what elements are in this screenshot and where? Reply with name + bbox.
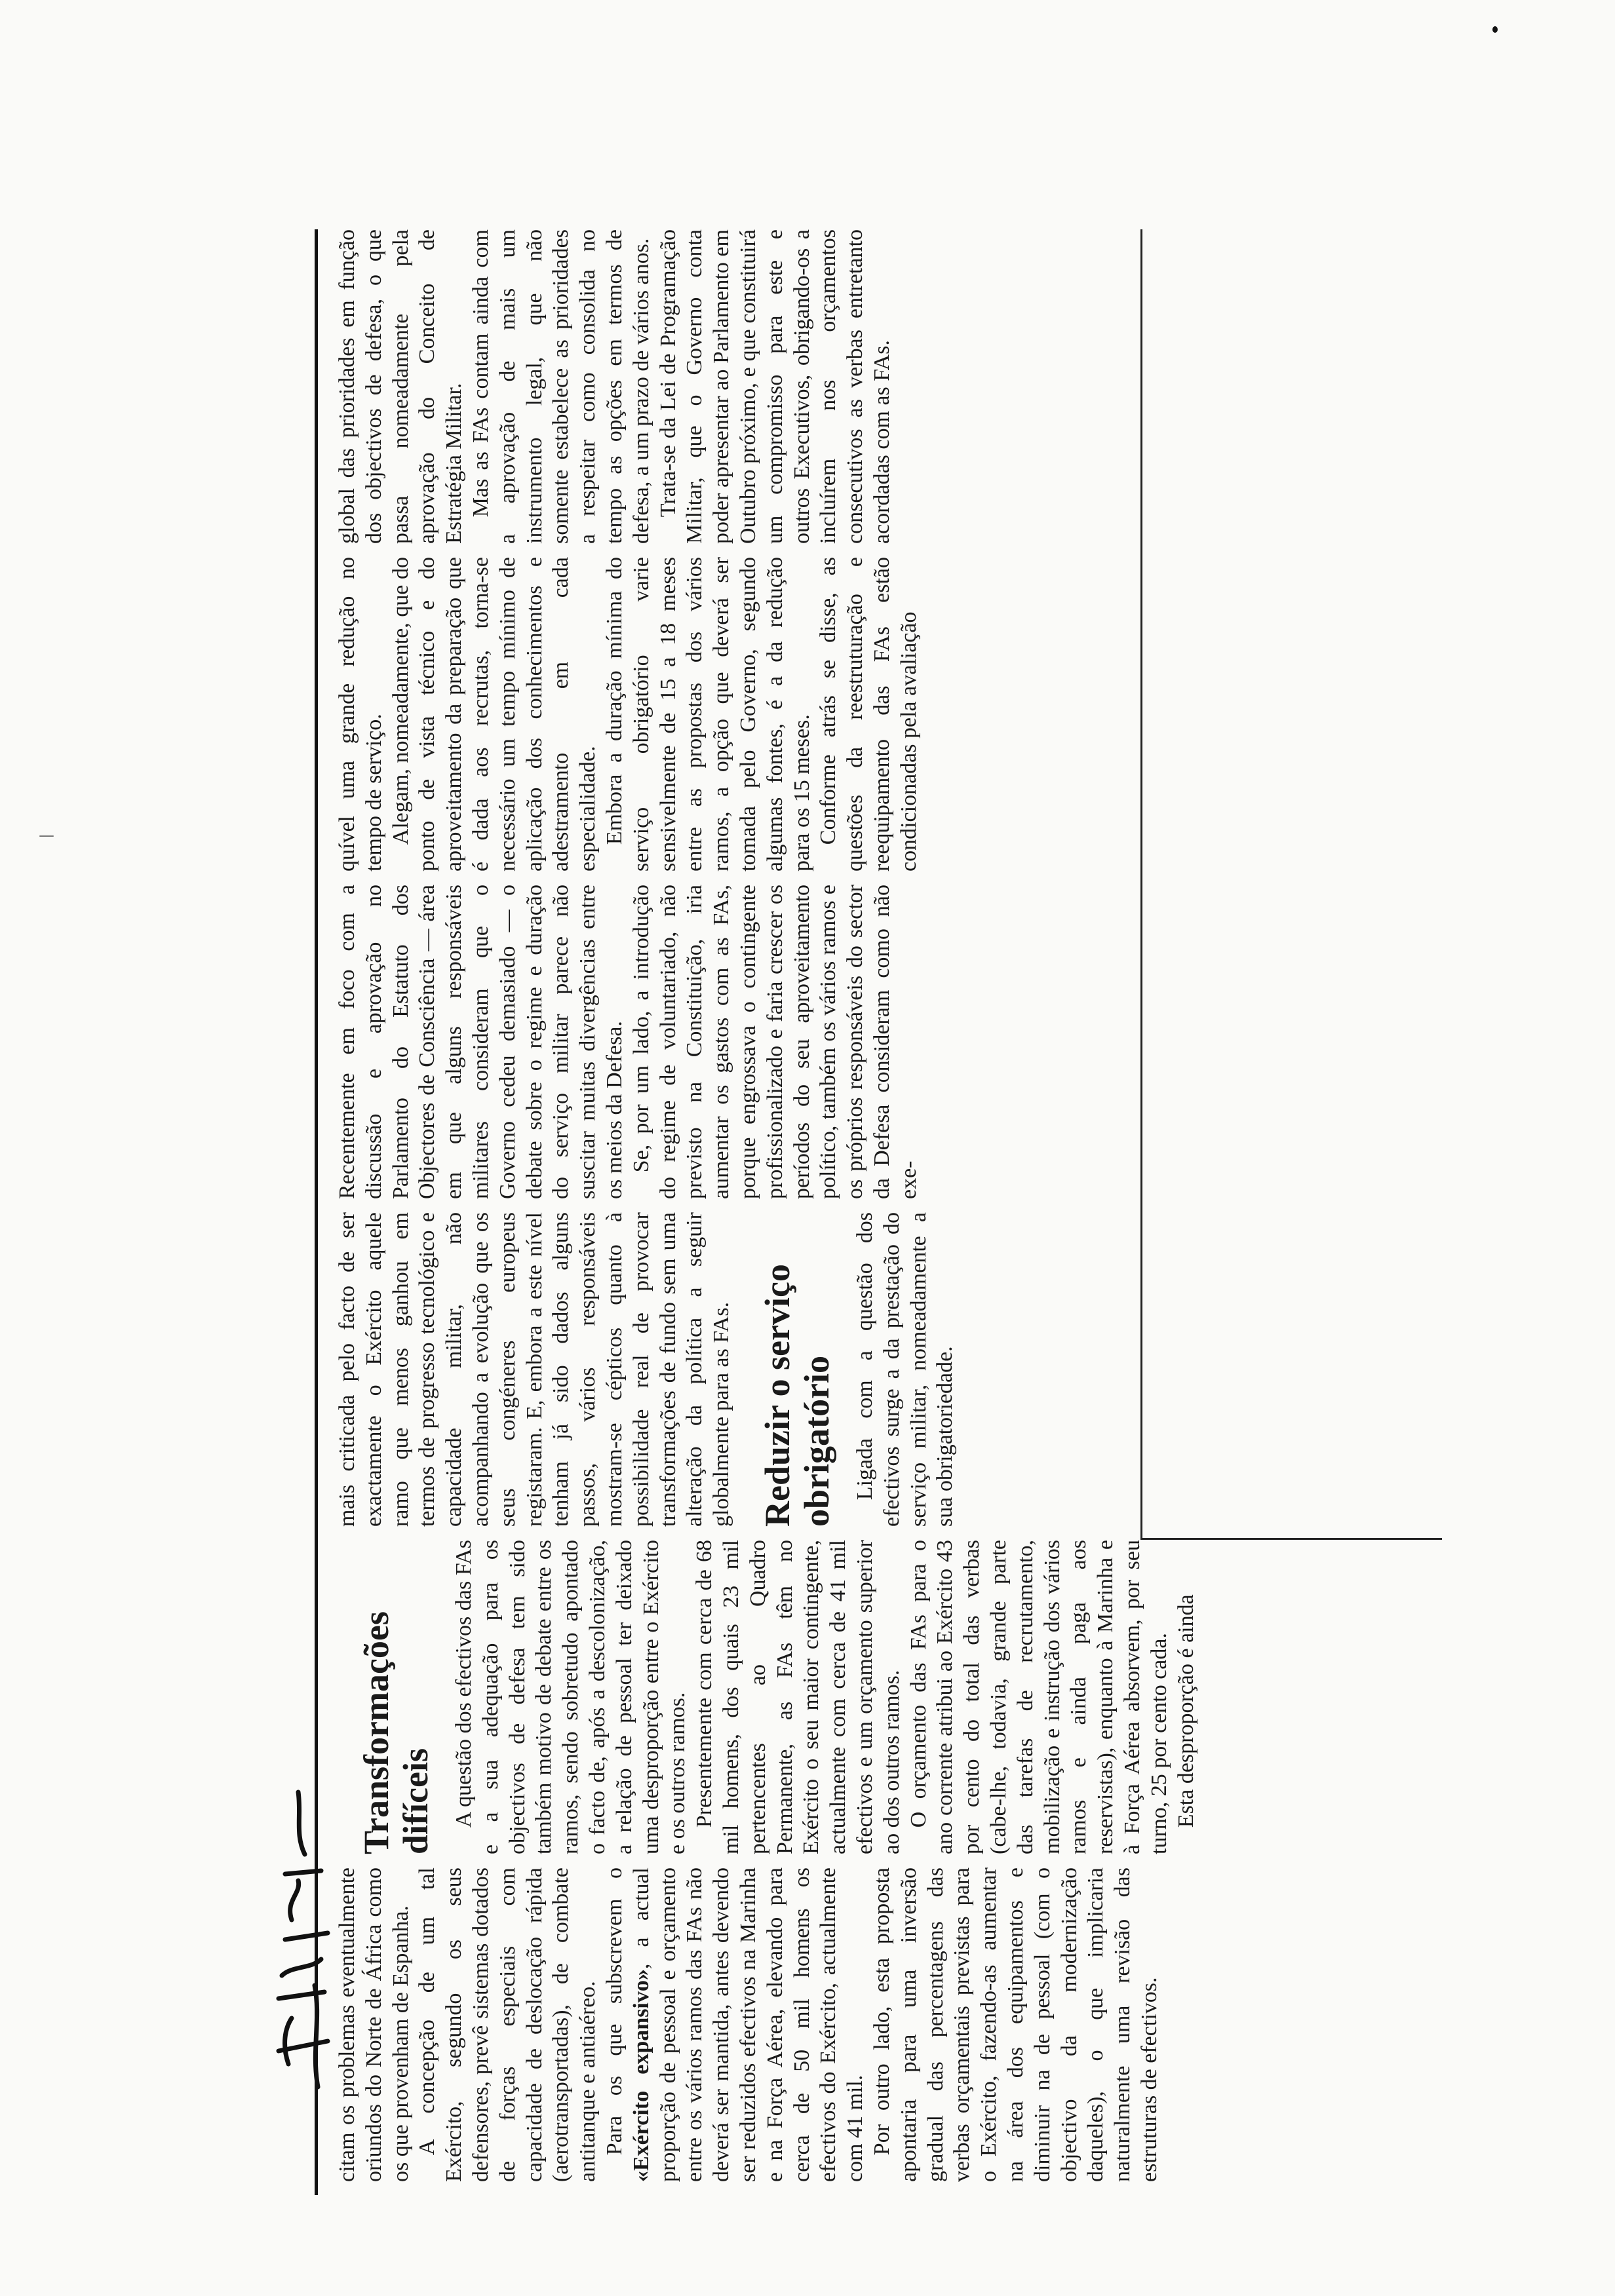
subheading-transformacoes: Transformações difíceis — [357, 1611, 435, 1854]
section-rule — [1140, 229, 1142, 1540]
article-column-5 — [334, 557, 923, 871]
newspaper-clipping — [315, 229, 1442, 2195]
paragraph: quível uma grande redução no tempo de serviço. — [335, 557, 386, 871]
article-column-6 — [334, 229, 896, 544]
paragraph: Se, por um lado, a introdução do regime de voluntariado, não previsto na Constituição, iria aumentar os gastos com as FAs, porque engrossava o contingente profissionalizado e faria crescer os períodos do seu aproveitamento político, também os vários ramos e os próprios responsáveis do sector da Defesa consideram como não exe- — [629, 885, 921, 1199]
article-column-4 — [334, 885, 923, 1199]
paragraph: Recentemente em foco com a discussão e aprovação no Parlamento do Estatuto dos Objectores de Consciência — área em que alguns responsáveis militares consideram que o Governo cedeu demasiado — o debate sobre o regime e duração do serviço militar parece não suscitar muitas divergências entre os meios da Defesa. — [335, 885, 627, 1199]
paragraph: Por outro lado, esta proposta apontaria para uma inversão gradual das percentagens das verbas orçamentais previstas para o Exército, fazendo-as aumentar na área dos equipamentos e diminuir na de pessoal (com o objectivo da modernização daqueles), o que implicaria naturalmente uma revisão das estruturas de efectivos. — [869, 1867, 1161, 2182]
paragraph: mais criticada pelo facto de ser exactamente o Exército aquele ramo que menos ganhou em termos de progresso tecnológico e capacidade militar, não acompanhando a evolução que os seus congéneres europeus registaram. E, embora a este nível tenham já sido dados alguns passos, vários responsáveis mostram-se cépticos quanto à possibilidade real de provocar transformações de fundo sem uma alteração da política a seguir globalmente para as FAs. — [335, 1212, 734, 1527]
article-column-1 — [334, 1867, 1163, 2182]
paragraph: O orçamento das FAs para o ano corrente atribui ao Exército 43 por cento do total das verbas (cabe-lhe, todavia, grande parte das tarefas de recrutamento, mobilização e instrução dos vários ramos e ainda paga aos reservistas), enquanto à Marinha e à Força Aérea absorvem, por seu turno, 25 por cento cada. — [906, 1540, 1171, 1854]
paragraph: Para os que subscrevem o «Exército expansivo», a actual proporção de pessoal e orçamento entre os vários ramos das FAs não deverá ser mantida, antes devendo ser reduzidos efectivos na Marinha e na Força Aérea, elevando para cerca de 50 mil homens os efectivos do Exército, actualmente com 41 mil. — [602, 1867, 868, 2182]
paragraph: global das prioridades em função dos objectivos de defesa, o que passa nomeadamente pela aprovação do Conceito de Estratégia Militar. — [335, 229, 467, 544]
article-column-3 — [334, 1212, 959, 1527]
paragraph: citam os problemas eventualmente oriundos do Norte de África como os que provenham de Espanha. — [335, 1867, 413, 2182]
paragraph: Alegam, nomeadamente, que do ponto de vista técnico e do aproveitamento da preparação que é dada aos recrutas, torna-se necessário um tempo mínimo de aplicação dos conhecimentos e adestramento em cada especialidade. — [388, 557, 600, 871]
paragraph: Ligada com a questão dos efectivos surge a da prestação do serviço militar, nomeadamente a sua obrigatoriedade. — [852, 1212, 958, 1527]
subheading-reduzir-servico: Reduzir o serviço obrigatório — [757, 1264, 836, 1527]
column-rule — [1140, 1538, 1442, 1540]
paragraph: Conforme atrás se disse, as questões da reestruturação e reequipamento das FAs estão condicionadas pela avaliação — [816, 557, 921, 871]
paragraph: Mas as FAs contam ainda com a aprovação de mais um instrumento legal, que não somente estabelece as prioridades a respeitar como consolida no tempo as opções em termos de defesa, a um prazo de vários anos. — [468, 229, 653, 544]
paragraph: Trata-se da Lei de Programação Militar, que o Governo conta poder apresentar ao Parlamento em Outubro próximo, e que constituirá um compromisso para este e outros Executivos, obrigando-os a incluírem nos orçamentos consecutivos as verbas entretanto acordadas com as FAs. — [655, 229, 894, 544]
paragraph: Esta desproporção é ainda — [1173, 1594, 1198, 1828]
paragraph: A questão dos efectivos das FAs e a sua adequação para os objectivos de defesa tem sido também motivo de debate entre os ramos, sendo sobretudo apontado o facto de, após a descolonização, a relação de pessoal ter deixado uma desproporção entre o Exército e os outros ramos. — [452, 1540, 690, 1854]
scan-speck — [39, 835, 54, 837]
paragraph: A concepção de um tal Exército, segundo os seus defensores, prevê sistemas dotados de forças especiais com capacidade de deslocação rápida (aerotransportadas), de combate antitanque e antiaéreo. — [415, 1867, 600, 2182]
scan-speck — [1492, 26, 1498, 33]
paragraph: Presentemente com cerca de 68 mil homens, dos quais 23 mil pertencentes ao Quadro Permanente, as FAs têm no Exército o seu maior contingente, actualmente com cerca de 41 mil efectivos e um orçamento superior ao dos outros ramos. — [692, 1540, 904, 1854]
article-column-2 — [334, 1540, 1199, 1854]
paragraph: Embora a duração mínima do serviço obrigatório varie sensivelmente de 15 a 18 meses entre as propostas dos vários ramos, a opção que deverá ser tomada pelo Governo, segundo algumas fontes, é a da redução para os 15 meses. — [602, 557, 814, 871]
handwritten-signature — [265, 1789, 338, 2090]
